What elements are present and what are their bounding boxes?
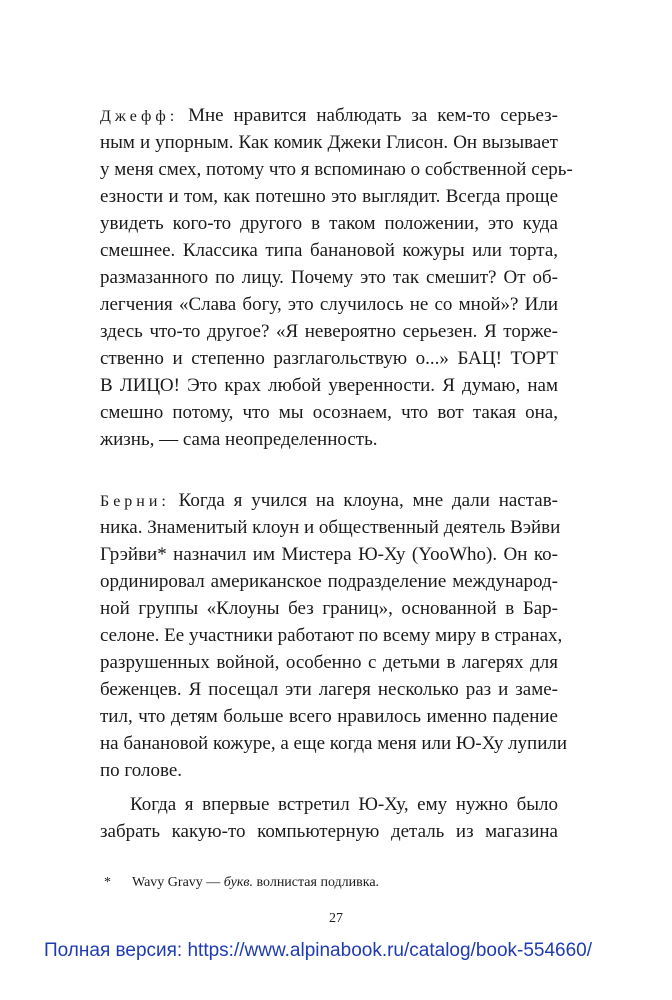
text-line: разрушенных войной, особенно с детьми в лагерях для (100, 652, 558, 673)
text-line: ной группы «Клоуны без границ», основанной в Бар- (100, 598, 558, 619)
text-line: у меня смех, потому что я вспоминаю о собственной серь- (100, 159, 573, 180)
footnote (104, 873, 379, 893)
text-line: тил, что детям больше всего нравилось именно падение (100, 706, 558, 727)
text-line: езности и том, как потешно это выглядит. Всегда проще (100, 186, 558, 207)
text-line: беженцев. Я посещал эти лагеря несколько раз и заме- (100, 679, 558, 700)
text-line: смешно потому, что мы осознаем, что вот такая она, (100, 402, 558, 423)
text-line: увидеть кого-то другого в таком положении, это куда (100, 213, 558, 234)
footnote-abbr: букв. (223, 875, 253, 890)
speaker-name: Берни: (100, 493, 170, 510)
text-line: В ЛИЦО! Это крах любой уверенности. Я думаю, нам (100, 375, 558, 396)
text-line: Грэйви* назначил им Мистера Ю-Ху (YooWho). Он ко- (100, 544, 558, 565)
page-number: 27 (329, 911, 343, 926)
full-version-link[interactable]: Полная версия: https://www.alpinabook.ru/catalog/book-554660/ (44, 940, 593, 961)
text-line: ординировал американское подразделение международ- (100, 571, 558, 592)
text-line: селоне. Ее участники работают по всему миру в странах, (100, 625, 563, 646)
footnote-text: Wavy Gravy — (132, 875, 224, 890)
text-line: на банановой кожуре, а еще когда меня или Ю-Ху лупили (100, 733, 568, 754)
text-line: ным и упорным. Как комик Джеки Глисон. Он вызывает (100, 132, 558, 153)
text-line: легчения «Слава богу, это случилось не со мной»? Или (100, 294, 558, 315)
speaker-name: Джефф: (100, 108, 179, 125)
text-line: смешнее. Классика типа банановой кожуры или торта, (100, 240, 558, 261)
text-line: жизнь, — сама неопределенность. (100, 429, 378, 450)
text-line: Когда я впервые встретил Ю-Ху, ему нужно было (130, 794, 558, 815)
footnote-marker: * (104, 875, 111, 890)
text-line: забрать какую-то компьютерную деталь из магазина (100, 821, 558, 842)
text-line: Джефф: Мне нравится наблюдать за кем-то серьез- (100, 105, 558, 126)
text-line: по голове. (100, 760, 183, 781)
text-line: ника. Знаменитый клоун и общественный деятель Вэйви (100, 517, 561, 538)
footnote-rest: волнистая подливка. (253, 875, 380, 890)
text-line: Берни: Когда я учился на клоуна, мне дали настав- (100, 490, 558, 511)
text-line: ственно и степенно разглагольствую о...» БАЦ! ТОРТ (100, 348, 558, 369)
text-line: здесь что-то другое? «Я невероятно серьезен. Я торже- (100, 321, 558, 342)
text-line: размазанного по лицу. Почему это так смешит? От об- (100, 267, 558, 288)
